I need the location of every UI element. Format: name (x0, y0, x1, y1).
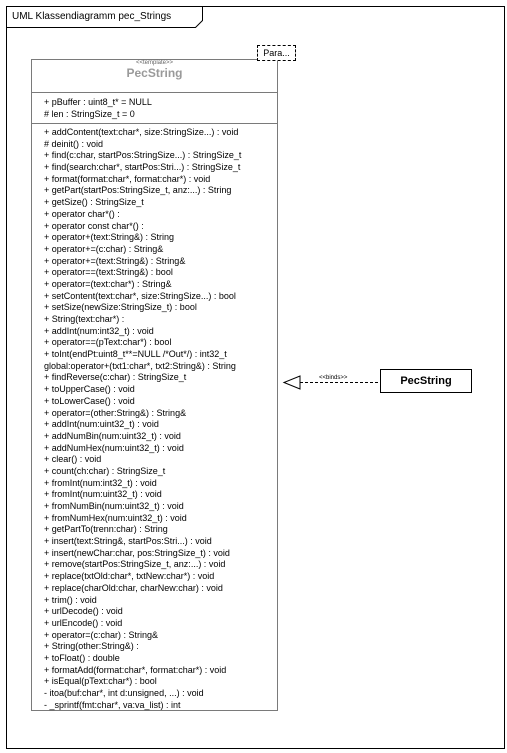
class-operation[interactable]: + replace(txtOld:char*, txtNew:char*) : void (44, 571, 215, 582)
class-operation[interactable]: + operator+=(text:String&) : String& (44, 255, 186, 266)
class-operation[interactable]: + insert(text:String&, startPos:Stri...) : void (44, 536, 212, 547)
class-operation[interactable]: + clear() : void (44, 454, 102, 465)
class-operation[interactable]: + getPart(startPos:StringSize_t, anz:...) : String (44, 185, 232, 196)
class-operation[interactable]: + trim() : void (44, 594, 97, 605)
class-operation[interactable]: + operator=(text:char*) : String& (44, 278, 172, 289)
class-operation[interactable]: + formatAdd(format:char*, format:char*) : void (44, 664, 227, 675)
class-operation[interactable]: + find(c:char, startPos:StringSize...) : StringSize_t (44, 150, 242, 161)
class-operation[interactable]: + operator=(c:char) : String& (44, 629, 159, 640)
class-operation[interactable]: + toInt(endPt:uint8_t**=NULL /*Out*/) : int32_t (44, 349, 227, 360)
class-operation[interactable]: + setSize(newSize:StringSize_t) : bool (44, 302, 197, 313)
class-operation[interactable]: + String(other:String&) : (44, 641, 139, 652)
class-operation[interactable]: + operator const char*() : (44, 220, 144, 231)
class-operation[interactable]: + operator==(pText:char*) : bool (44, 337, 172, 348)
class-operation[interactable]: + operator+(text:String&) : String (44, 232, 175, 243)
class-operation[interactable]: + addNumBin(num:uint32_t) : void (44, 430, 181, 441)
class-operation[interactable]: + toLowerCase() : void (44, 395, 135, 406)
class-operation[interactable]: + addInt(num:uint32_t) : void (44, 419, 159, 430)
class-operation[interactable]: + operator==(text:String&) : bool (44, 267, 173, 278)
class-operation[interactable]: + addContent(text:char*, size:StringSize...) : void (44, 127, 239, 137)
class-operation[interactable]: - itoa(buf:char*, int d:unsigned, ...) : void (44, 688, 204, 698)
class-operation[interactable]: + setContent(text:char*, size:StringSize...) : bool (44, 290, 236, 301)
template-parameter-box[interactable]: Para... (257, 45, 296, 61)
class-operation[interactable]: + getSize() : StringSize_t (44, 197, 144, 208)
class-operation[interactable]: + urlEncode() : void (44, 617, 123, 628)
class-operation[interactable]: + operator=(other:String&) : String& (44, 407, 187, 418)
class-operation[interactable]: + fromInt(num:uint32_t) : void (44, 489, 162, 500)
class-operation[interactable]: + isEqual(pText:char*) : bool (44, 676, 157, 687)
class-operation[interactable]: + find(search:char*, startPos:Stri...) : StringSize_t (44, 162, 241, 173)
class-operation[interactable]: + getPartTo(trenn:char) : String (44, 524, 168, 535)
class-operation[interactable]: + operator+=(c:char) : String& (44, 243, 164, 254)
class-attribute[interactable]: + pBuffer : uint8_t* = NULL (44, 97, 152, 107)
class-operation[interactable]: + insert(newChar:char, pos:StringSize_t) : void (44, 547, 230, 558)
class-operation[interactable]: + replace(charOld:char, charNew:char) : void (44, 582, 223, 593)
class-operation[interactable]: + addInt(num:int32_t) : void (44, 325, 154, 336)
bound-class-pecstring[interactable]: PecString (380, 369, 472, 393)
frame-title: UML Klassendiagramm pec_Strings (12, 11, 172, 22)
class-operation[interactable]: # deinit() : void (44, 138, 104, 149)
class-operation[interactable]: + String(text:char*) : (44, 314, 125, 324)
class-attribute[interactable]: # len : StringSize_t = 0 (44, 108, 135, 119)
class-operation[interactable]: + count(ch:char) : StringSize_t (44, 465, 166, 476)
class-operation[interactable]: + operator char*() : (44, 208, 120, 219)
class-operation[interactable]: + findReverse(c:char) : StringSize_t (44, 372, 187, 383)
class-operation[interactable]: global:operator+(txt1:char*, txt2:String&) : String (44, 360, 236, 371)
class-operation[interactable]: + fromInt(num:int32_t) : void (44, 477, 157, 488)
class-operation[interactable]: + remove(startPos:StringSize_t, anz:...) : void (44, 559, 226, 570)
class-operation[interactable]: + addNumHex(num:uint32_t) : void (44, 442, 184, 453)
class-name: PecString (126, 66, 183, 80)
class-operation[interactable]: + toUpperCase() : void (44, 384, 135, 395)
class-operation[interactable]: + fromNumHex(num:uint32_t) : void (44, 512, 187, 523)
class-operation[interactable]: + toFloat() : double (44, 652, 120, 663)
class-stereotype: <<template>> (135, 60, 174, 66)
class-operation[interactable]: + fromNumBin(num:uint32_t) : void (44, 501, 184, 511)
class-operation[interactable]: + urlDecode() : void (44, 606, 123, 617)
class-operation[interactable]: + format(format:char*, format:char*) : void (44, 173, 211, 184)
binds-label: <<binds>> (319, 375, 348, 381)
class-operation[interactable]: - _sprintf(fmt:char*, va:va_list) : int (44, 699, 181, 710)
